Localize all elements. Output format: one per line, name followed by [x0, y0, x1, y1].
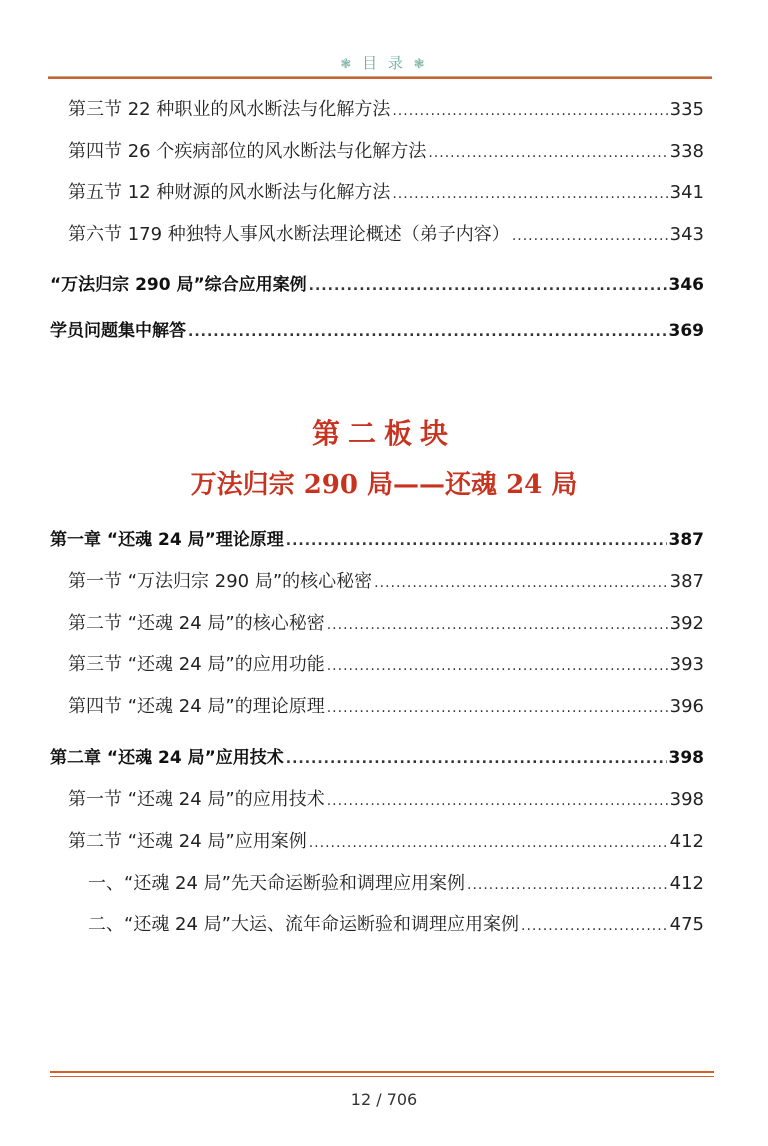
- toc-leader-dots: [467, 872, 668, 898]
- toc-entry[interactable]: [68, 139, 704, 165]
- toc-entry-title: 第四节 26 个疾病部位的风水断法与化解方法: [68, 141, 427, 162]
- page-number: 12 / 706: [350, 1090, 418, 1109]
- toc-entry-title: 第一章 “还魂 24 局”理论原理: [50, 530, 284, 550]
- toc-entry-page: 343: [669, 224, 704, 245]
- toc-entry-page: 393: [669, 654, 704, 675]
- toc-entry-title: 第五节 12 种财源的风水断法与化解方法: [68, 182, 391, 203]
- toc-entry-title: 第六节 179 种独特人事风水断法理论概述（弟子内容）: [68, 224, 510, 245]
- toc-entry-page: 398: [668, 748, 704, 768]
- toc-leader-dots: [286, 528, 667, 554]
- toc-entry-title: 第二节 “还魂 24 局”的核心秘密: [68, 613, 325, 634]
- toc-subentry[interactable]: [88, 871, 704, 897]
- toc-entry-title: 第一节 “万法归宗 290 局”的核心秘密: [68, 571, 373, 592]
- header-rule: [48, 76, 712, 79]
- toc-entry-page: 341: [669, 182, 704, 203]
- toc-entry-page: 338: [669, 141, 704, 162]
- toc-leader-dots: [309, 830, 668, 856]
- toc-entry-title: 学员问题集中解答: [50, 321, 186, 341]
- toc-entry[interactable]: [68, 694, 704, 720]
- toc-entry-title: 第三节 22 种职业的风水断法与化解方法: [68, 99, 391, 120]
- toc-entry[interactable]: [68, 180, 704, 206]
- toc-leader-dots: [188, 319, 667, 345]
- toc-entry-page: 335: [669, 99, 704, 120]
- toc-leader-dots: [286, 746, 667, 772]
- toc-entry-page: 398: [669, 789, 704, 810]
- toc-chapter-entry[interactable]: [50, 527, 704, 553]
- flower-ornament-icon: ❃: [413, 57, 428, 72]
- toc-chapter-entry[interactable]: [50, 318, 704, 344]
- toc-entry-title: “万法归宗 290 局”综合应用案例: [50, 275, 307, 295]
- block-title: 第二板块: [311, 417, 456, 450]
- toc-leader-dots: [512, 223, 668, 249]
- toc-leader-dots: [327, 695, 668, 721]
- toc-entry-title: 二、“还魂 24 局”大运、流年命运断验和调理应用案例: [88, 914, 519, 935]
- toc-entry-title: 第二章 “还魂 24 局”应用技术: [50, 748, 284, 768]
- toc-entry-page: 475: [669, 914, 704, 935]
- toc-leader-dots: [327, 788, 668, 814]
- toc-leader-dots: [374, 570, 667, 596]
- toc-entry[interactable]: [68, 611, 704, 637]
- toc-leader-dots: [521, 913, 668, 939]
- toc-entry-title: 第二节 “还魂 24 局”应用案例: [68, 831, 307, 852]
- toc-leader-dots: [309, 273, 667, 299]
- toc-subentry[interactable]: [88, 912, 704, 938]
- toc-entry-page: 346: [668, 275, 704, 295]
- toc-entry-title: 第一节 “还魂 24 局”的应用技术: [68, 789, 325, 810]
- toc-entry[interactable]: [68, 829, 704, 855]
- flower-ornament-icon: ❃: [340, 57, 355, 72]
- toc-entry-page: 412: [669, 831, 704, 852]
- toc-entry[interactable]: [68, 222, 704, 248]
- toc-entry-title: 第三节 “还魂 24 局”的应用功能: [68, 654, 325, 675]
- toc-entry-page: 387: [669, 571, 704, 592]
- toc-entry-page: 369: [668, 321, 704, 341]
- toc-entry-page: 387: [668, 530, 704, 550]
- toc-entry-title: 一、“还魂 24 局”先天命运断验和调理应用案例: [88, 873, 465, 894]
- block-subtitle: 万法归宗 290 局——还魂 24 局: [190, 470, 578, 500]
- toc-chapter-entry[interactable]: [50, 745, 704, 771]
- toc-entry-page: 396: [669, 696, 704, 717]
- toc-chapter-entry[interactable]: [50, 272, 704, 298]
- toc-entry-page: 412: [669, 873, 704, 894]
- toc-entry-title: 第四节 “还魂 24 局”的理论原理: [68, 696, 325, 717]
- toc-entry[interactable]: [68, 787, 704, 813]
- toc-leader-dots: [327, 653, 668, 679]
- footer-rule: [50, 1071, 714, 1077]
- header-title: 目 录: [362, 54, 406, 72]
- toc-entry-page: 392: [669, 613, 704, 634]
- toc-entry[interactable]: [68, 97, 704, 123]
- toc-entry[interactable]: [68, 652, 704, 678]
- toc-leader-dots: [392, 181, 667, 207]
- toc-leader-dots: [428, 140, 667, 166]
- toc-leader-dots: [392, 98, 667, 124]
- toc-entry[interactable]: [68, 569, 704, 595]
- running-header: [0, 52, 768, 73]
- toc-leader-dots: [327, 612, 668, 638]
